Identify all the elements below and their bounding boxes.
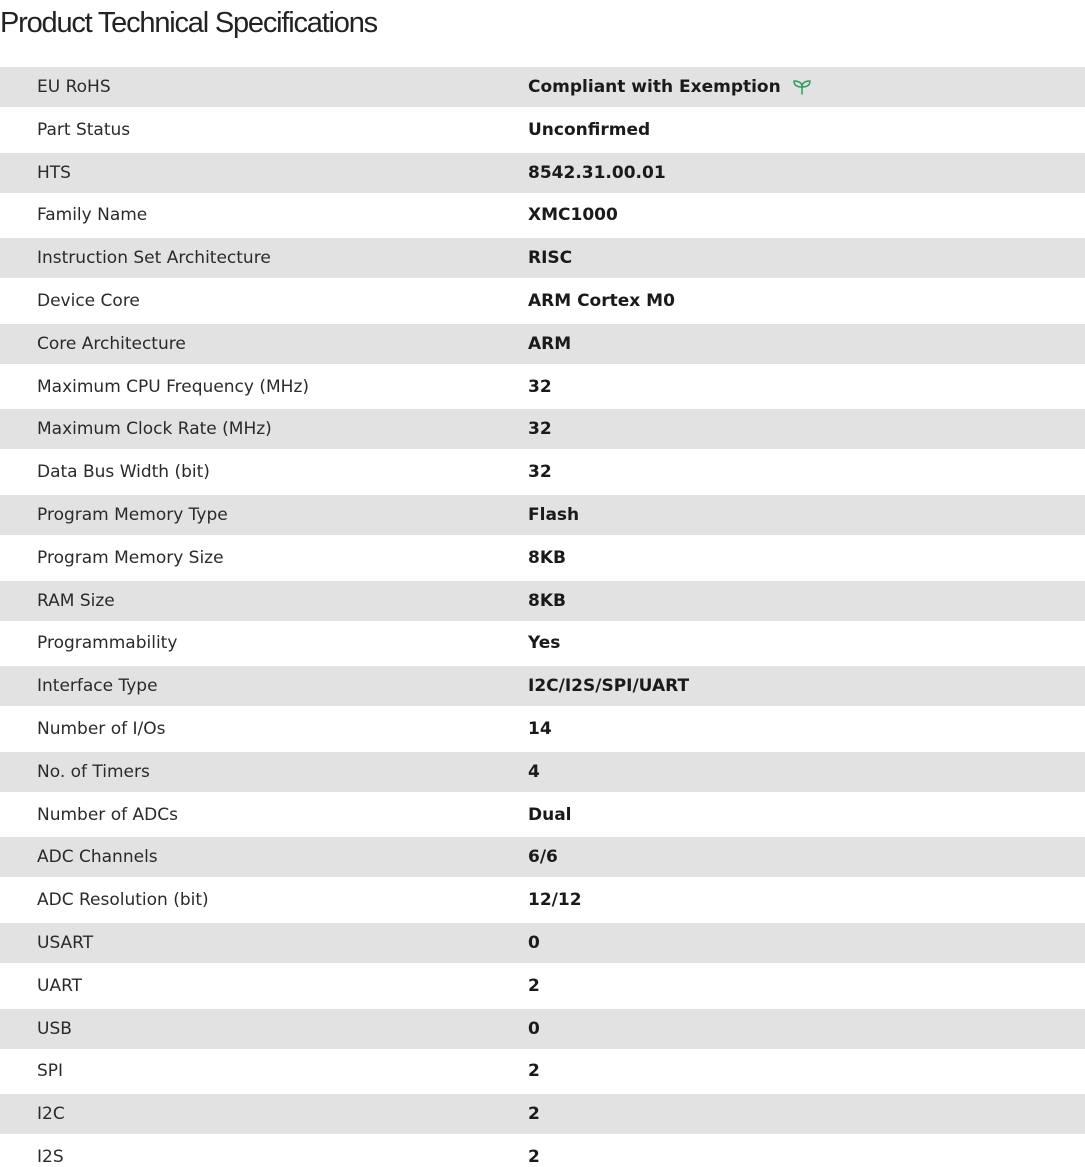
spec-value-text: 32 — [528, 419, 552, 440]
spec-value-text: Flash — [528, 504, 580, 525]
spec-label: ADC Resolution (bit) — [37, 890, 209, 911]
spec-label: Part Status — [37, 119, 131, 140]
spec-value — [528, 976, 1085, 996]
spec-label: RAM Size — [37, 590, 115, 611]
spec-row-15 — [0, 666, 1085, 706]
spec-row-9 — [0, 409, 1085, 449]
spec-label: Device Core — [37, 290, 140, 311]
spec-value-text: Unconfirmed — [528, 119, 651, 140]
spec-value — [528, 676, 1085, 696]
spec-value — [528, 719, 1085, 739]
spec-value — [528, 762, 1085, 782]
spec-value-text: 12/12 — [528, 890, 582, 911]
spec-value-text: 4 — [528, 761, 540, 782]
spec-value — [528, 291, 1085, 311]
spec-value-text: RISC — [528, 248, 573, 269]
spec-label: Number of I/Os — [37, 718, 166, 739]
spec-row-4 — [0, 193, 1085, 239]
spec-value — [528, 77, 1085, 97]
spec-label: USART — [37, 932, 94, 953]
spec-value — [528, 120, 1085, 140]
spec-label: I2C — [37, 1104, 65, 1125]
spec-label: Family Name — [37, 205, 148, 226]
spec-row-24 — [0, 1049, 1085, 1095]
spec-row-11 — [0, 495, 1085, 535]
spec-row-7 — [0, 324, 1085, 364]
spec-label: Program Memory Size — [37, 547, 224, 568]
spec-row-1 — [0, 67, 1085, 107]
spec-row-5 — [0, 238, 1085, 278]
spec-value — [528, 933, 1085, 953]
spec-label: Core Architecture — [37, 333, 186, 354]
spec-label: Instruction Set Architecture — [37, 248, 271, 269]
spec-row-25 — [0, 1094, 1085, 1134]
spec-label: EU RoHS — [37, 77, 111, 97]
spec-row-6 — [0, 278, 1085, 324]
spec-value — [528, 163, 1085, 183]
spec-label: ADC Channels — [37, 847, 158, 868]
spec-label: I2S — [37, 1146, 64, 1167]
spec-row-10 — [0, 449, 1085, 495]
spec-row-19 — [0, 837, 1085, 877]
spec-row-17 — [0, 752, 1085, 792]
spec-value-text: 8KB — [528, 590, 566, 611]
spec-row-23 — [0, 1009, 1085, 1049]
spec-value — [528, 1061, 1085, 1081]
spec-value-text: ARM — [528, 333, 572, 354]
spec-value — [528, 462, 1085, 482]
spec-row-14 — [0, 621, 1085, 667]
spec-value — [528, 377, 1085, 397]
spec-value — [528, 419, 1085, 439]
spec-row-26 — [0, 1134, 1085, 1167]
spec-value-text: 14 — [528, 718, 552, 739]
spec-label: Number of ADCs — [37, 804, 178, 825]
spec-value — [528, 890, 1085, 910]
spec-label: Maximum CPU Frequency (MHz) — [37, 376, 309, 397]
spec-value — [528, 1019, 1085, 1039]
spec-value — [528, 591, 1085, 611]
spec-value-text: ARM Cortex M0 — [528, 290, 675, 311]
spec-value — [528, 548, 1085, 568]
spec-label: HTS — [37, 162, 71, 183]
spec-row-20 — [0, 877, 1085, 923]
spec-value-text: XMC1000 — [528, 205, 618, 226]
spec-value — [528, 805, 1085, 825]
spec-value — [528, 633, 1085, 653]
spec-value — [528, 334, 1085, 354]
spec-label: Maximum Clock Rate (MHz) — [37, 419, 272, 440]
spec-value-text: Yes — [528, 633, 561, 654]
spec-value — [528, 1147, 1085, 1167]
spec-value-text: 2 — [528, 975, 540, 996]
spec-value-text: 2 — [528, 1061, 540, 1082]
spec-label: No. of Timers — [37, 761, 150, 782]
spec-value — [528, 205, 1085, 225]
spec-row-13 — [0, 581, 1085, 621]
spec-value-text: Dual — [528, 804, 572, 825]
spec-value-text: 2 — [528, 1146, 540, 1167]
spec-row-16 — [0, 706, 1085, 752]
spec-value-text: 32 — [528, 376, 552, 397]
spec-row-2 — [0, 107, 1085, 153]
spec-value — [528, 248, 1085, 268]
spec-label: UART — [37, 975, 83, 996]
spec-table — [0, 67, 1085, 1167]
spec-label: Interface Type — [37, 676, 158, 697]
spec-value-text: 8KB — [528, 547, 566, 568]
spec-row-3 — [0, 153, 1085, 193]
spec-label: USB — [37, 1018, 72, 1039]
spec-row-12 — [0, 535, 1085, 581]
spec-value-text: 0 — [528, 1018, 540, 1039]
spec-value — [528, 1104, 1085, 1124]
spec-label: Data Bus Width (bit) — [37, 462, 210, 483]
spec-value-text: 0 — [528, 932, 540, 953]
spec-value-text: Compliant with Exemption — [528, 77, 781, 97]
spec-value — [528, 505, 1085, 525]
spec-label: Programmability — [37, 633, 178, 654]
spec-row-18 — [0, 792, 1085, 838]
spec-row-21 — [0, 923, 1085, 963]
page-title: Product Technical Specifications — [0, 7, 377, 39]
spec-value-text: 8542.31.00.01 — [528, 162, 666, 183]
spec-value-text: 6/6 — [528, 847, 558, 868]
spec-value-text: 32 — [528, 462, 552, 483]
spec-label: SPI — [37, 1061, 64, 1082]
spec-row-8 — [0, 364, 1085, 410]
spec-row-22 — [0, 963, 1085, 1009]
spec-label: Program Memory Type — [37, 504, 228, 525]
spec-value — [528, 847, 1085, 867]
spec-value-text: 2 — [528, 1104, 540, 1125]
leaf-icon — [792, 79, 812, 95]
spec-value-text: I2C/I2S/SPI/UART — [528, 676, 690, 697]
